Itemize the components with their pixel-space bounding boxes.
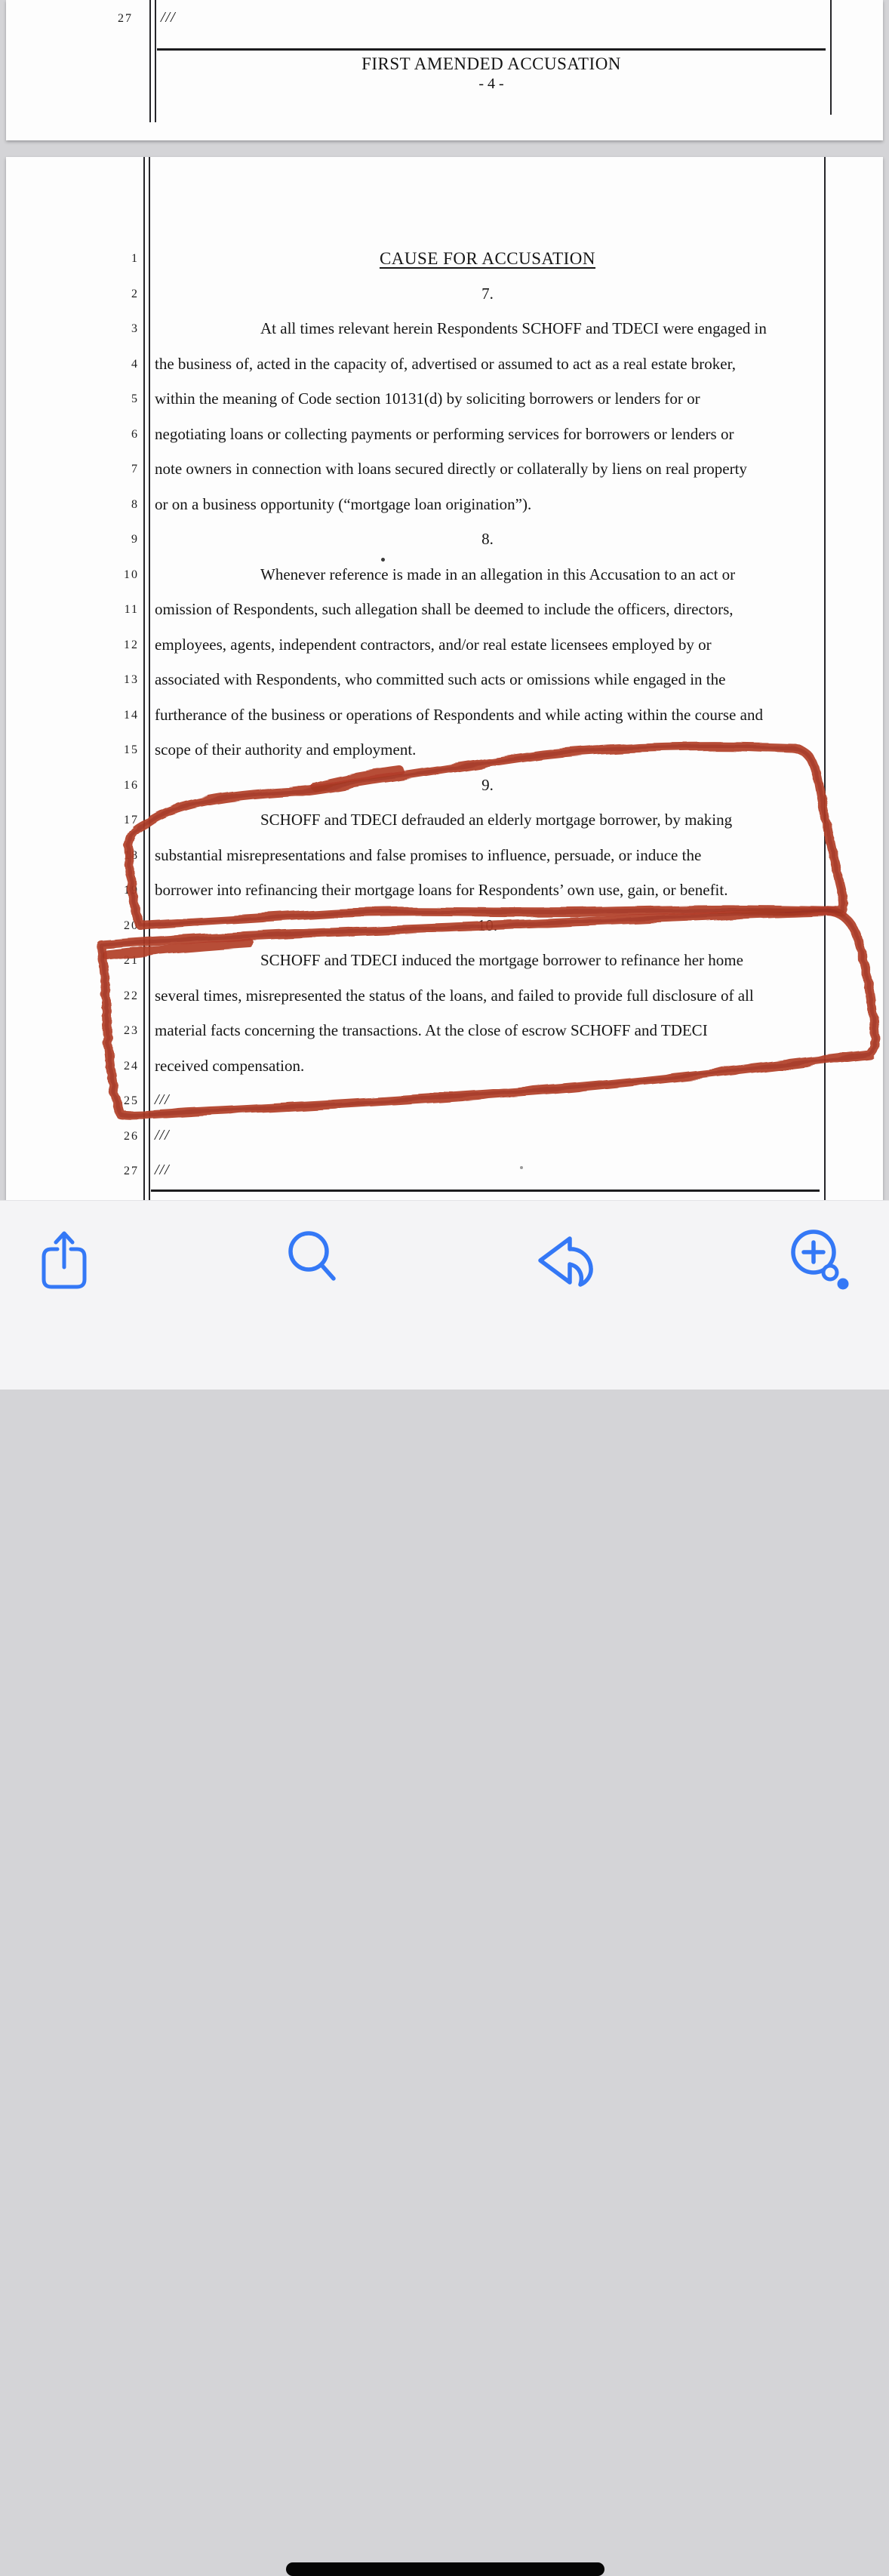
document-line: within the meaning of Code section 10131(d) by soliciting borrowers or lenders for or	[155, 389, 700, 408]
document-line: substantial misrepresentations and false promises to influence, persuade, or induce the	[155, 846, 702, 864]
line-number: 25	[124, 1094, 139, 1107]
line-number: 21	[124, 954, 139, 967]
document-line: or on a business opportunity (“mortgage loan origination”).	[155, 495, 532, 513]
search-button[interactable]	[277, 1223, 345, 1291]
paragraph-number: 8.	[481, 530, 494, 548]
line-number: 22	[124, 989, 139, 1002]
document-line: associated with Respondents, who committed such acts or omissions while engaged in the	[155, 670, 726, 688]
document-line: employees, agents, independent contractors, and/or real estate licensees employed by or	[155, 636, 712, 654]
line-number: 3	[131, 322, 139, 335]
line-number: 16	[124, 779, 139, 792]
previous-page-card[interactable]	[6, 0, 883, 140]
pleading-rule	[149, 157, 150, 1200]
pleading-rule	[143, 157, 145, 1200]
line-number: 27	[124, 1165, 139, 1177]
paragraph-number: 10.	[477, 916, 498, 934]
pleading-rule	[155, 0, 156, 122]
placeholder-slashes: ///	[155, 1091, 170, 1108]
line-number: 27	[118, 12, 133, 25]
pleading-rule	[824, 157, 826, 1200]
pleading-rule	[830, 0, 832, 115]
line-number: 1	[131, 252, 139, 265]
line-number: 20	[124, 919, 139, 932]
placeholder-slashes: ///	[161, 9, 176, 26]
paragraph-number: 7.	[481, 285, 494, 303]
document-line: several times, misrepresented the status of the loans, and failed to provide full disclosure of all	[155, 986, 754, 1005]
document-line: scope of their authority and employment.	[155, 740, 417, 759]
line-number: 6	[131, 428, 139, 441]
document-line: material facts concerning the transactions. At the close of escrow SCHOFF and TDECI	[155, 1021, 708, 1039]
scan-speck	[381, 558, 385, 562]
line-number: 11	[124, 603, 139, 616]
line-number: 18	[124, 849, 139, 862]
line-number: 8	[131, 498, 139, 511]
line-number: 24	[124, 1060, 139, 1073]
document-line: received compensation.	[155, 1057, 305, 1075]
document-line: negotiating loans or collecting payments or performing services for borrowers or lenders or	[155, 425, 734, 443]
document-line: SCHOFF and TDECI defrauded an elderly mortgage borrower, by making	[260, 811, 733, 829]
placeholder-slashes: ///	[155, 1127, 170, 1143]
markup-zoom-button[interactable]	[781, 1223, 849, 1291]
line-number: 5	[131, 392, 139, 405]
placeholder-slashes: ///	[155, 1162, 170, 1178]
line-number: 26	[124, 1130, 139, 1143]
line-number: 23	[124, 1024, 139, 1037]
document-page-card[interactable]	[6, 157, 883, 1200]
document-line: At all times relevant herein Respondents SCHOFF and TDECI were engaged in	[260, 319, 767, 337]
line-number: 7	[131, 463, 139, 475]
document-line: furtherance of the business or operations of Respondents and while acting within the course and	[155, 706, 763, 724]
line-number: 12	[124, 639, 139, 651]
line-number: 4	[131, 358, 139, 371]
document-footer-title: FIRST AMENDED ACCUSATION	[361, 54, 621, 73]
home-indicator[interactable]	[286, 2562, 604, 2576]
page-number: - 4 -	[478, 75, 504, 92]
footer-rule	[151, 1190, 820, 1192]
line-number: 17	[124, 814, 139, 826]
line-number: 14	[124, 709, 139, 722]
document-line: SCHOFF and TDECI induced the mortgage borrower to refinance her home	[260, 951, 743, 969]
undo-button[interactable]	[529, 1223, 597, 1291]
scan-speck	[520, 1166, 523, 1169]
viewer-toolbar	[0, 1200, 889, 1390]
pleading-rule	[149, 0, 151, 122]
document-line: note owners in connection with loans secured directly or collaterally by liens on real property	[155, 460, 747, 478]
line-number: 19	[124, 884, 139, 897]
document-line: Whenever reference is made in an allegation in this Accusation to an act or	[260, 565, 736, 583]
line-number: 2	[131, 288, 139, 300]
line-number: 13	[124, 673, 139, 686]
document-line: omission of Respondents, such allegation shall be deemed to include the officers, directors,	[155, 600, 734, 618]
footer-rule	[157, 48, 826, 51]
line-number: 15	[124, 743, 139, 756]
share-button[interactable]	[30, 1223, 98, 1291]
document-line: borrower into refinancing their mortgage loans for Respondents’ own use, gain, or benefit.	[155, 881, 728, 899]
document-heading: CAUSE FOR ACCUSATION	[379, 249, 596, 268]
document-line: the business of, acted in the capacity of, advertised or assumed to act as a real estate broker,	[155, 355, 737, 373]
line-number: 10	[124, 568, 139, 581]
paragraph-number: 9.	[481, 776, 494, 794]
line-number: 9	[131, 533, 139, 546]
